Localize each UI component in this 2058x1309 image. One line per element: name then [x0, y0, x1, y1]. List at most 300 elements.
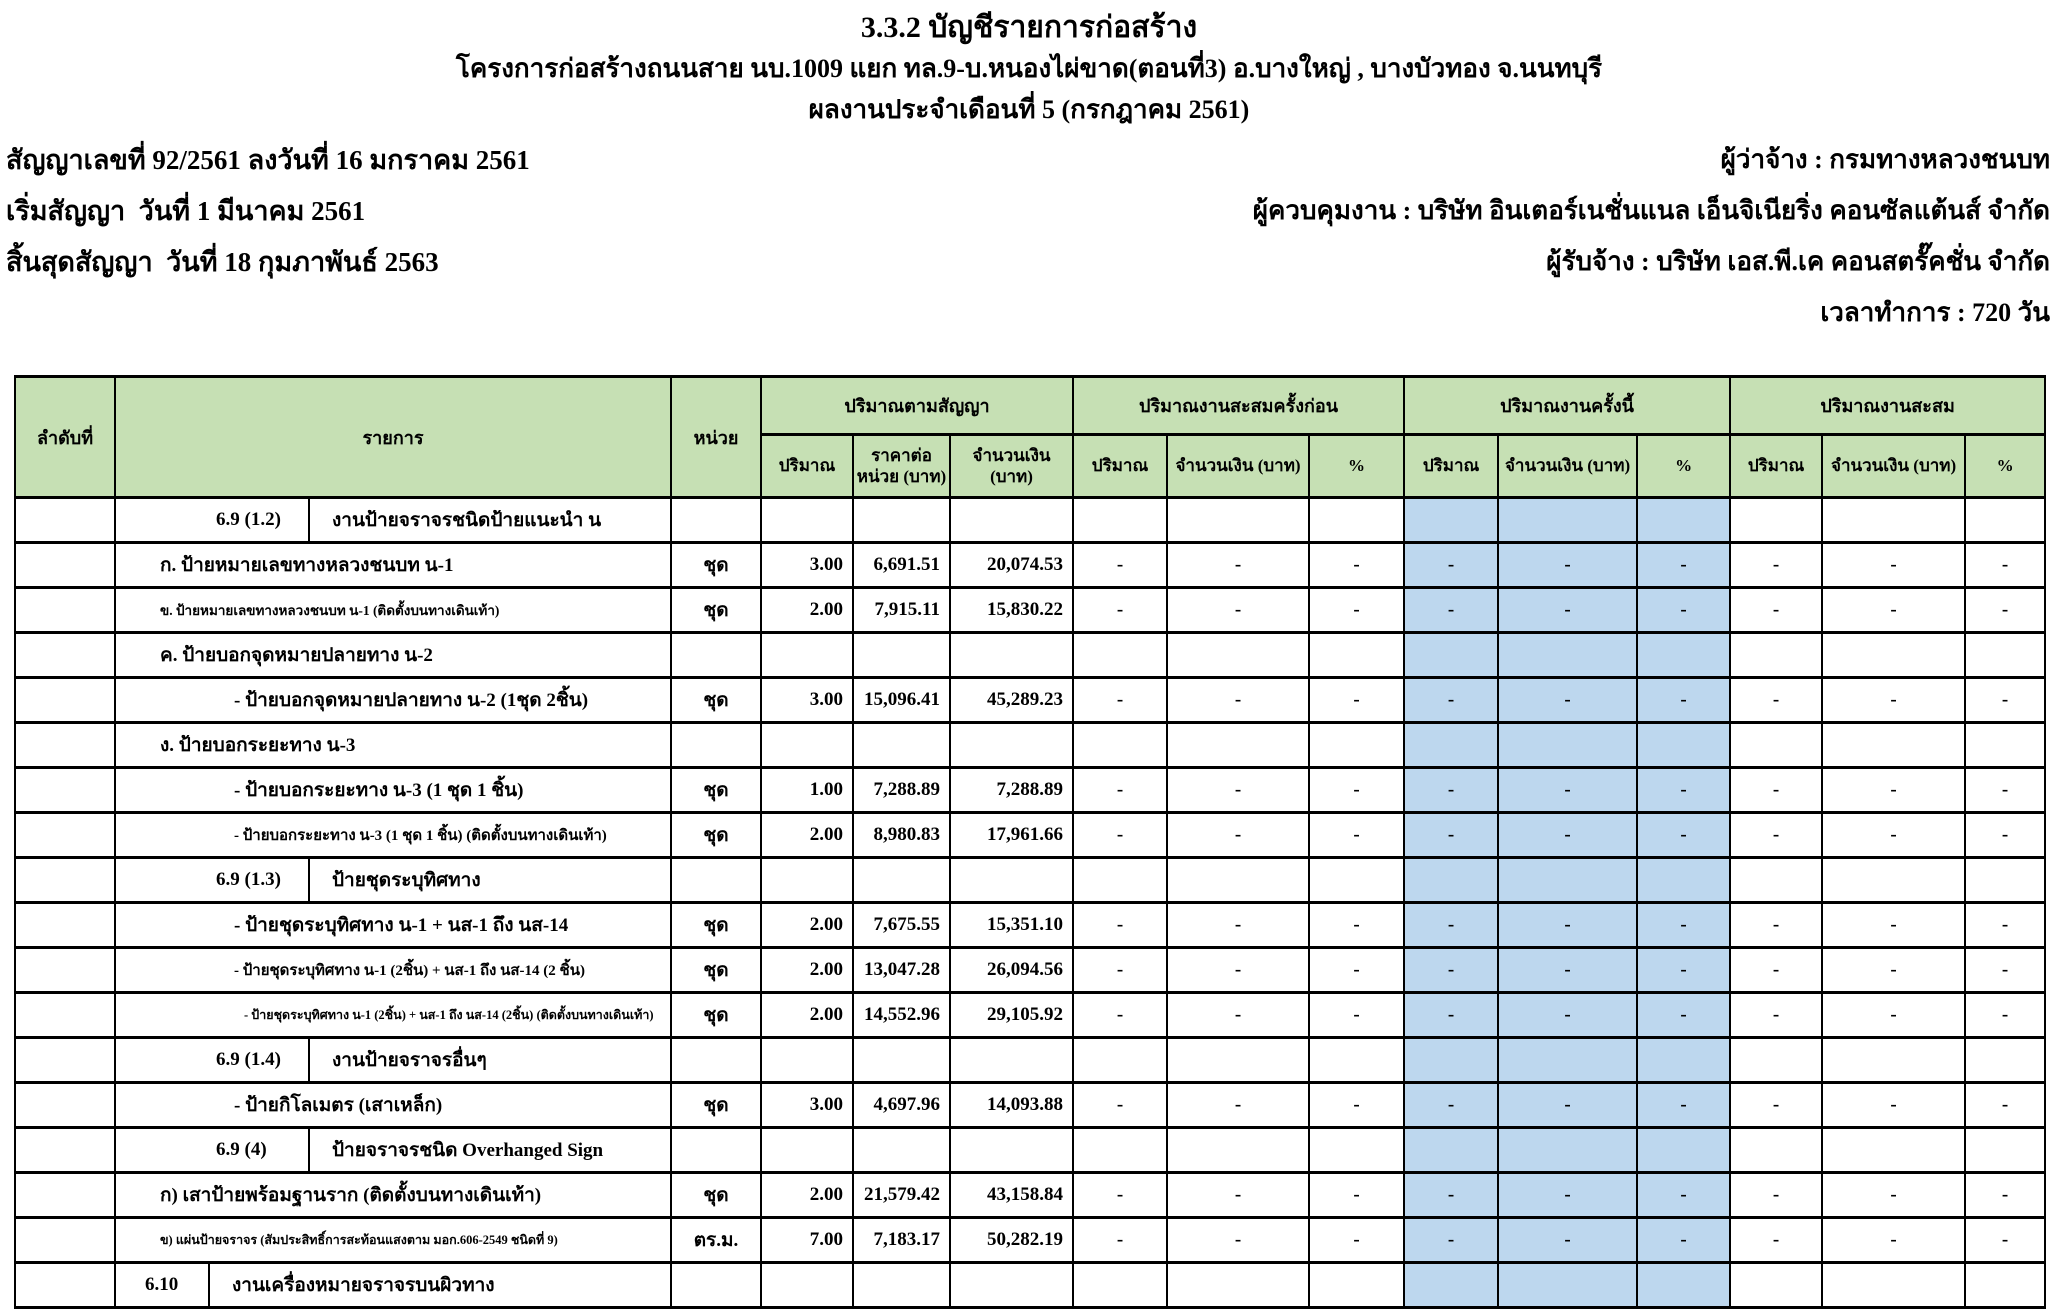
cell-prev-percent: - — [1309, 903, 1404, 948]
cell-accum-amount — [1822, 1128, 1965, 1173]
cell-order-no — [15, 1128, 115, 1173]
cell-order-no — [15, 1263, 115, 1308]
col-header-percent: % — [1309, 435, 1404, 498]
cell-prev-percent — [1309, 858, 1404, 903]
cell-contract-amount — [950, 1128, 1073, 1173]
cell-unit-price — [853, 858, 950, 903]
cell-contract-qty: 2.00 — [761, 813, 853, 858]
cell-prev-qty: - — [1073, 678, 1167, 723]
item-desc: - ป้ายบอกระยะทาง น-3 (1 ชุด 1 ชิ้น) (ติดตั้งบนทางเดินเท้า) — [234, 828, 607, 844]
cell-accum-amount — [1822, 1263, 1965, 1308]
cell-unit-price: 7,915.11 — [853, 588, 950, 633]
cell-current-amount: - — [1498, 1083, 1637, 1128]
cell-unit-price — [853, 723, 950, 768]
cell-item-description — [115, 633, 671, 678]
cell-prev-qty — [1073, 498, 1167, 543]
cell-contract-qty: 3.00 — [761, 543, 853, 588]
col-header-unit-price: ราคาต่อ หน่วย (บาท) — [853, 435, 950, 498]
cell-current-percent: - — [1637, 903, 1730, 948]
cell-contract-amount: 50,282.19 — [950, 1218, 1073, 1263]
item-desc: - ป้ายบอกระยะทาง น-3 (1 ชุด 1 ชิ้น) — [234, 780, 524, 801]
cell-accum-percent: - — [1965, 543, 2045, 588]
cell-prev-qty: - — [1073, 1218, 1167, 1263]
item-desc: ง. ป้ายบอกระยะทาง น-3 — [160, 735, 356, 756]
cell-current-qty: - — [1404, 678, 1498, 723]
cell-order-no — [15, 498, 115, 543]
cell-current-qty — [1404, 723, 1498, 768]
cell-item-description — [115, 858, 671, 903]
cell-accum-qty — [1730, 1263, 1822, 1308]
cell-accum-qty — [1730, 633, 1822, 678]
cell-contract-amount — [950, 723, 1073, 768]
cell-prev-percent — [1309, 723, 1404, 768]
cell-accum-percent: - — [1965, 993, 2045, 1038]
cell-order-no — [15, 543, 115, 588]
cell-current-amount: - — [1498, 948, 1637, 993]
cell-accum-amount: - — [1822, 993, 1965, 1038]
cell-prev-percent — [1309, 1263, 1404, 1308]
cell-accum-qty: - — [1730, 993, 1822, 1038]
cell-accum-percent: - — [1965, 813, 2045, 858]
cell-prev-amount: - — [1167, 1218, 1309, 1263]
report-period: ผลงานประจำเดือนที่ 5 (กรกฎาคม 2561) — [808, 95, 1250, 124]
cell-item-description — [115, 993, 671, 1038]
contract-info-row — [6, 185, 2050, 236]
cell-accum-amount: - — [1822, 678, 1965, 723]
cell-contract-amount: 20,074.53 — [950, 543, 1073, 588]
cell-prev-amount: - — [1167, 948, 1309, 993]
group-header-accumulated: ปริมาณงานสะสม — [1730, 377, 2045, 435]
cell-accum-amount — [1822, 498, 1965, 543]
cell-prev-qty: - — [1073, 948, 1167, 993]
group-header-previous-accum: ปริมาณงานสะสมครั้งก่อน — [1073, 377, 1404, 435]
cell-accum-qty — [1730, 1128, 1822, 1173]
col-header-qty: ปริมาณ — [1404, 435, 1498, 498]
cell-order-no — [15, 993, 115, 1038]
col-header-qty: ปริมาณ — [761, 435, 853, 498]
cell-current-percent: - — [1637, 1173, 1730, 1218]
cell-current-qty: - — [1404, 903, 1498, 948]
cell-contract-amount — [950, 633, 1073, 678]
cell-current-amount — [1498, 858, 1637, 903]
cell-item-description — [115, 813, 671, 858]
cell-prev-qty — [1073, 1263, 1167, 1308]
col-header-amount: จำนวนเงิน (บาท) — [1167, 435, 1309, 498]
cell-unit-price — [853, 1128, 950, 1173]
table-row — [15, 633, 2045, 678]
cell-item-description — [115, 498, 671, 543]
cell-current-qty — [1404, 633, 1498, 678]
cell-prev-percent: - — [1309, 768, 1404, 813]
cell-current-qty — [1404, 1263, 1498, 1308]
cell-prev-qty: - — [1073, 588, 1167, 633]
cell-unit: ชุด — [671, 1173, 761, 1218]
cell-current-percent: - — [1637, 588, 1730, 633]
cell-unit — [671, 498, 761, 543]
cell-current-qty: - — [1404, 1173, 1498, 1218]
item-desc: ก. ป้ายหมายเลขทางหลวงชนบท น-1 — [160, 555, 454, 576]
table-row — [15, 903, 2045, 948]
cell-prev-amount: - — [1167, 543, 1309, 588]
cell-unit — [671, 1128, 761, 1173]
cell-contract-qty — [761, 633, 853, 678]
boq-table — [14, 375, 2046, 1309]
cell-prev-qty: - — [1073, 1083, 1167, 1128]
cell-contract-amount — [950, 858, 1073, 903]
cell-accum-qty: - — [1730, 588, 1822, 633]
cell-current-amount: - — [1498, 588, 1637, 633]
item-code: 6.9 (1.2) — [116, 499, 310, 541]
contractor: ผู้รับจ้าง : บริษัท เอส.พี.เค คอนสตรั๊คชั่น จำกัด — [1546, 247, 2050, 276]
cell-unit-price — [853, 1038, 950, 1083]
cell-contract-qty — [761, 1038, 853, 1083]
cell-item-description — [115, 1263, 671, 1308]
cell-contract-qty: 7.00 — [761, 1218, 853, 1263]
cell-contract-qty — [761, 1128, 853, 1173]
cell-prev-amount — [1167, 1038, 1309, 1083]
cell-contract-amount: 17,961.66 — [950, 813, 1073, 858]
cell-current-qty: - — [1404, 1218, 1498, 1263]
cell-current-amount: - — [1498, 543, 1637, 588]
cell-current-percent: - — [1637, 678, 1730, 723]
cell-current-percent — [1637, 723, 1730, 768]
cell-current-qty — [1404, 1128, 1498, 1173]
cell-prev-amount — [1167, 858, 1309, 903]
table-row — [15, 1218, 2045, 1263]
cell-contract-amount: 14,093.88 — [950, 1083, 1073, 1128]
cell-contract-qty: 3.00 — [761, 678, 853, 723]
table-row — [15, 1038, 2045, 1083]
cell-accum-amount: - — [1822, 903, 1965, 948]
cell-unit-price — [853, 633, 950, 678]
cell-prev-qty: - — [1073, 543, 1167, 588]
item-code: 6.9 (1.3) — [116, 859, 310, 901]
table-row — [15, 858, 2045, 903]
cell-accum-amount: - — [1822, 588, 1965, 633]
col-header-amount: จำนวนเงิน (บาท) — [950, 435, 1073, 498]
cell-accum-qty: - — [1730, 948, 1822, 993]
cell-current-amount: - — [1498, 813, 1637, 858]
cell-current-percent: - — [1637, 543, 1730, 588]
cell-prev-percent: - — [1309, 993, 1404, 1038]
cell-unit: ชุด — [671, 1083, 761, 1128]
cell-accum-percent: - — [1965, 903, 2045, 948]
cell-order-no — [15, 768, 115, 813]
cell-order-no — [15, 858, 115, 903]
cell-item-description — [115, 678, 671, 723]
item-code: 6.9 (1.4) — [116, 1039, 310, 1081]
cell-accum-qty — [1730, 1038, 1822, 1083]
cell-unit: ชุด — [671, 948, 761, 993]
cell-contract-qty: 2.00 — [761, 993, 853, 1038]
cell-contract-amount: 43,158.84 — [950, 1173, 1073, 1218]
cell-prev-amount — [1167, 723, 1309, 768]
cell-accum-percent — [1965, 633, 2045, 678]
cell-item-description — [115, 1218, 671, 1263]
cell-unit-price: 4,697.96 — [853, 1083, 950, 1128]
table-row — [15, 1173, 2045, 1218]
cell-accum-percent — [1965, 1263, 2045, 1308]
cell-unit: ชุด — [671, 588, 761, 633]
cell-item-description — [115, 723, 671, 768]
col-header-unit: หน่วย — [671, 377, 761, 498]
cell-unit-price: 8,980.83 — [853, 813, 950, 858]
cell-current-percent: - — [1637, 768, 1730, 813]
cell-current-amount — [1498, 498, 1637, 543]
cell-order-no — [15, 588, 115, 633]
cell-current-qty: - — [1404, 948, 1498, 993]
item-desc: ก) เสาป้ายพร้อมฐานราก (ติดตั้งบนทางเดินเท้า) — [160, 1185, 542, 1206]
cell-unit-price: 7,675.55 — [853, 903, 950, 948]
cell-current-qty: - — [1404, 1083, 1498, 1128]
cell-order-no — [15, 1083, 115, 1128]
table-row — [15, 993, 2045, 1038]
cell-contract-amount: 26,094.56 — [950, 948, 1073, 993]
cell-accum-amount: - — [1822, 1173, 1965, 1218]
cell-contract-amount: 15,830.22 — [950, 588, 1073, 633]
cell-accum-percent — [1965, 858, 2045, 903]
item-desc: งานป้ายจราจรอื่นๆ — [332, 1050, 487, 1071]
table-row — [15, 1128, 2045, 1173]
cell-current-amount: - — [1498, 768, 1637, 813]
cell-current-qty: - — [1404, 993, 1498, 1038]
item-desc: ข) แผ่นป้ายจราจร (สัมประสิทธิ์การสะท้อนแสงตาม มอก.606-2549 ชนิดที่ 9) — [160, 1233, 558, 1247]
cell-contract-amount: 29,105.92 — [950, 993, 1073, 1038]
cell-contract-qty: 3.00 — [761, 1083, 853, 1128]
cell-order-no — [15, 813, 115, 858]
cell-contract-qty: 2.00 — [761, 903, 853, 948]
document-header — [0, 0, 2058, 130]
cell-unit-price: 21,579.42 — [853, 1173, 950, 1218]
cell-prev-percent: - — [1309, 1173, 1404, 1218]
cell-prev-amount — [1167, 1263, 1309, 1308]
cell-accum-amount — [1822, 633, 1965, 678]
cell-prev-amount: - — [1167, 1173, 1309, 1218]
cell-accum-qty — [1730, 858, 1822, 903]
item-desc: - ป้ายชุดระบุทิศทาง น-1 (2ชิ้น) + นส-1 ถึง นส-14 (2ชิ้น) (ติดตั้งบนทางเดินเท้า) — [244, 1008, 654, 1022]
table-row — [15, 1083, 2045, 1128]
cell-prev-percent: - — [1309, 678, 1404, 723]
cell-unit: ชุด — [671, 813, 761, 858]
cell-prev-percent: - — [1309, 1083, 1404, 1128]
cell-accum-amount: - — [1822, 1083, 1965, 1128]
cell-current-percent — [1637, 633, 1730, 678]
cell-contract-qty — [761, 858, 853, 903]
cell-item-description — [115, 1083, 671, 1128]
cell-current-qty: - — [1404, 588, 1498, 633]
cell-order-no — [15, 678, 115, 723]
item-desc: งานป้ายจราจรชนิดป้ายแนะนำ น — [332, 510, 602, 531]
cell-accum-percent: - — [1965, 1083, 2045, 1128]
cell-current-amount: - — [1498, 678, 1637, 723]
col-header-qty: ปริมาณ — [1073, 435, 1167, 498]
cell-contract-qty — [761, 498, 853, 543]
cell-accum-percent — [1965, 498, 2045, 543]
cell-accum-percent: - — [1965, 588, 2045, 633]
cell-order-no — [15, 633, 115, 678]
working-duration: เวลาทำการ : 720 วัน — [1820, 298, 2050, 327]
cell-current-qty — [1404, 858, 1498, 903]
cell-prev-amount: - — [1167, 813, 1309, 858]
cell-accum-amount — [1822, 858, 1965, 903]
cell-current-qty: - — [1404, 813, 1498, 858]
cell-prev-amount — [1167, 498, 1309, 543]
item-desc: ป้ายจราจรชนิด Overhanged Sign — [332, 1140, 604, 1161]
cell-item-description — [115, 1128, 671, 1173]
cell-current-percent — [1637, 858, 1730, 903]
cell-item-description — [115, 1038, 671, 1083]
cell-item-description — [115, 543, 671, 588]
cell-prev-amount — [1167, 633, 1309, 678]
table-row — [15, 498, 2045, 543]
cell-order-no — [15, 903, 115, 948]
col-header-order-no: ลำดับที่ — [15, 377, 115, 498]
table-row — [15, 948, 2045, 993]
cell-unit: ชุด — [671, 678, 761, 723]
cell-accum-qty: - — [1730, 813, 1822, 858]
cell-contract-amount: 7,288.89 — [950, 768, 1073, 813]
table-body — [15, 498, 2045, 1308]
cell-accum-percent — [1965, 723, 2045, 768]
cell-current-amount — [1498, 1128, 1637, 1173]
cell-current-qty: - — [1404, 543, 1498, 588]
table-row — [15, 678, 2045, 723]
table-row — [15, 723, 2045, 768]
group-header-contract-quantity: ปริมาณตามสัญญา — [761, 377, 1073, 435]
item-code: 6.10 — [116, 1264, 210, 1306]
cell-current-percent — [1637, 1263, 1730, 1308]
cell-prev-percent — [1309, 633, 1404, 678]
cell-unit-price: 6,691.51 — [853, 543, 950, 588]
cell-prev-qty — [1073, 633, 1167, 678]
cell-current-percent — [1637, 1038, 1730, 1083]
col-header-amount: จำนวนเงิน (บาท) — [1498, 435, 1637, 498]
cell-unit — [671, 1038, 761, 1083]
cell-prev-qty — [1073, 858, 1167, 903]
cell-unit: ตร.ม. — [671, 1218, 761, 1263]
cell-unit-price — [853, 1263, 950, 1308]
cell-accum-qty: - — [1730, 678, 1822, 723]
contract-info — [6, 134, 2050, 338]
cell-current-qty — [1404, 498, 1498, 543]
item-desc: ป้ายชุดระบุทิศทาง — [332, 870, 481, 891]
table-row — [15, 768, 2045, 813]
cell-unit-price — [853, 498, 950, 543]
table-row — [15, 588, 2045, 633]
cell-contract-amount — [950, 498, 1073, 543]
cell-accum-percent: - — [1965, 1218, 2045, 1263]
cell-current-percent: - — [1637, 1083, 1730, 1128]
contract-info-row — [6, 236, 2050, 287]
item-desc: - ป้ายบอกจุดหมายปลายทาง น-2 (1ชุด 2ชิ้น) — [234, 690, 589, 711]
cell-item-description — [115, 768, 671, 813]
cell-order-no — [15, 1173, 115, 1218]
table-header — [15, 377, 2045, 498]
employer: ผู้ว่าจ้าง : กรมทางหลวงชนบท — [1720, 145, 2050, 174]
cell-accum-percent — [1965, 1038, 2045, 1083]
contract-end: สิ้นสุดสัญญา วันที่ 18 กุมภาพันธ์ 2563 — [6, 247, 439, 277]
cell-prev-percent: - — [1309, 588, 1404, 633]
cell-accum-qty: - — [1730, 543, 1822, 588]
cell-accum-amount: - — [1822, 768, 1965, 813]
cell-item-description — [115, 588, 671, 633]
col-header-amount: จำนวนเงิน (บาท) — [1822, 435, 1965, 498]
cell-prev-percent — [1309, 1038, 1404, 1083]
cell-current-amount: - — [1498, 903, 1637, 948]
col-header-item: รายการ — [115, 377, 671, 498]
cell-contract-amount — [950, 1038, 1073, 1083]
cell-accum-percent: - — [1965, 948, 2045, 993]
cell-item-description — [115, 1173, 671, 1218]
cell-accum-qty — [1730, 723, 1822, 768]
cell-current-qty: - — [1404, 768, 1498, 813]
cell-prev-qty — [1073, 723, 1167, 768]
cell-prev-qty — [1073, 1038, 1167, 1083]
cell-prev-amount: - — [1167, 768, 1309, 813]
cell-prev-percent — [1309, 1128, 1404, 1173]
cell-accum-qty — [1730, 498, 1822, 543]
page-title: 3.3.2 บัญชีรายการก่อสร้าง — [860, 11, 1198, 44]
cell-prev-qty — [1073, 1128, 1167, 1173]
cell-current-percent: - — [1637, 993, 1730, 1038]
cell-current-amount: - — [1498, 1173, 1637, 1218]
cell-order-no — [15, 948, 115, 993]
cell-unit-price: 13,047.28 — [853, 948, 950, 993]
cell-accum-percent: - — [1965, 678, 2045, 723]
cell-prev-percent: - — [1309, 543, 1404, 588]
cell-current-amount — [1498, 1038, 1637, 1083]
cell-prev-amount: - — [1167, 903, 1309, 948]
cell-unit — [671, 633, 761, 678]
cell-unit: ชุด — [671, 993, 761, 1038]
cell-prev-percent: - — [1309, 948, 1404, 993]
item-desc: ข. ป้ายหมายเลขทางหลวงชนบท น-1 (ติดตั้งบนทางเดินเท้า) — [160, 603, 500, 618]
group-header-this-period: ปริมาณงานครั้งนี้ — [1404, 377, 1730, 435]
cell-prev-qty: - — [1073, 903, 1167, 948]
cell-unit — [671, 1263, 761, 1308]
cell-accum-amount: - — [1822, 948, 1965, 993]
cell-prev-percent: - — [1309, 1218, 1404, 1263]
table-row — [15, 543, 2045, 588]
item-desc: - ป้ายชุดระบุทิศทาง น-1 + นส-1 ถึง นส-14 — [234, 915, 569, 936]
cell-accum-qty: - — [1730, 1218, 1822, 1263]
table-row — [15, 1263, 2045, 1308]
cell-unit-price: 7,183.17 — [853, 1218, 950, 1263]
cell-accum-qty: - — [1730, 1173, 1822, 1218]
item-desc: - ป้ายชุดระบุทิศทาง น-1 (2ชิ้น) + นส-1 ถึง นส-14 (2 ชิ้น) — [234, 963, 585, 979]
cell-accum-percent: - — [1965, 768, 2045, 813]
item-desc: - ป้ายกิโลเมตร (เสาเหล็ก) — [234, 1095, 443, 1116]
item-desc: ค. ป้ายบอกจุดหมายปลายทาง น-2 — [160, 645, 433, 666]
cell-prev-qty: - — [1073, 768, 1167, 813]
cell-contract-amount — [950, 1263, 1073, 1308]
cell-prev-qty: - — [1073, 1173, 1167, 1218]
cell-prev-amount: - — [1167, 1083, 1309, 1128]
cell-prev-qty: - — [1073, 813, 1167, 858]
cell-accum-percent — [1965, 1128, 2045, 1173]
item-code: 6.9 (4) — [116, 1129, 310, 1171]
cell-contract-qty: 2.00 — [761, 1173, 853, 1218]
supervisor: ผู้ควบคุมงาน : บริษัท อินเตอร์เนชั่นแนล เอ็นจิเนียริ่ง คอนซัลแต้นส์ จำกัด — [1252, 196, 2050, 225]
cell-contract-amount: 15,351.10 — [950, 903, 1073, 948]
cell-unit: ชุด — [671, 903, 761, 948]
cell-unit — [671, 723, 761, 768]
cell-accum-qty: - — [1730, 1083, 1822, 1128]
cell-order-no — [15, 723, 115, 768]
cell-contract-amount: 45,289.23 — [950, 678, 1073, 723]
cell-unit — [671, 858, 761, 903]
item-desc: งานเครื่องหมายจราจรบนผิวทาง — [232, 1275, 495, 1296]
